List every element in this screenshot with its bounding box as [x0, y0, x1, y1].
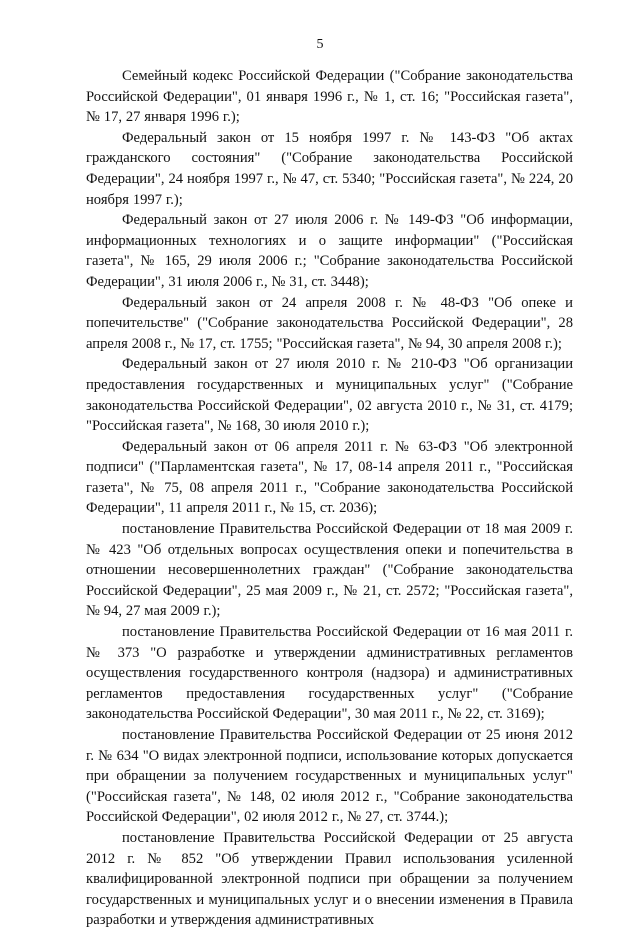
- paragraph-law-149: Федеральный закон от 27 июля 2006 г. № 149-ФЗ "Об информации, информационных технологиях и о защите информации" ("Российская газета", № 165, 29 июля 2006 г.; "Собрание законодательства Российской Федерации", 31 июля 2006 г., № 31, ст. 3448);: [86, 212, 573, 290]
- page-number: 5: [316, 37, 324, 52]
- paragraph-law-143: Федеральный закон от 15 ноября 1997 г. № 143-ФЗ "Об актах гражданского состояния" ("Собрание законодательства Российской Федерации", 24 ноября 1997 г., № 47, ст. 5340; "Российская газета", № 224, 20 ноября 1997 г.);: [86, 129, 573, 208]
- paragraph-resolution-852: постановление Правительства Российской Федерации от 25 августа 2012 г. № 852 "Об утверждении Правил использования усиленной квалифицированной электронной подписи при обращении за получением государственных и муниципальных услуг и о внесении изменения в Правила разработки и утверждения административных: [86, 829, 573, 929]
- paragraph-law-48: Федеральный закон от 24 апреля 2008 г. № 48-ФЗ "Об опеке и попечительстве" ("Собрание законодательства Российской Федерации", 28 апреля 2008 г., № 17, ст. 1755; "Российская газета", № 94, 30 апреля 2008 г.);: [86, 294, 573, 352]
- paragraph-resolution-373: постановление Правительства Российской Федерации от 16 мая 2011 г. № 373 "О разработке и утверждении административных регламентов осуществления государственного контроля (надзора) и административных регламентов предоставления государственных услуг" ("Собрание законодательства Российской Федерации", 30 мая 2011 г., № 22, ст. 3169);: [86, 624, 573, 723]
- paragraph-resolution-423: постановление Правительства Российской Федерации от 18 мая 2009 г. № 423 "Об отдельных вопросах осуществления опеки и попечительства в отношении несовершеннолетних граждан" ("Собрание законодательства Российской Федерации", 25 мая 2009 г., № 21, ст. 2572; "Российская газета", № 94, 27 мая 2009 г.);: [86, 521, 573, 620]
- document-body: [86, 66, 573, 931]
- paragraph-law-210: Федеральный закон от 27 июля 2010 г. № 210-ФЗ "Об организации предоставления государственных и муниципальных услуг" ("Собрание законодательства Российской Федерации", 02 августа 2010 г., № 31, ст. 4179; "Российская газета", № 168, 30 июля 2010 г.);: [86, 356, 573, 435]
- paragraph-resolution-634: постановление Правительства Российской Федерации от 25 июня 2012 г. № 634 "О видах электронной подписи, использование которых допускается при обращении за получением государственных и муниципальных услуг" ("Российская газета", № 148, 02 июля 2012 г., "Собрание законодательства Российской Федерации", 02 июля 2012 г., № 27, ст. 3744.);: [86, 727, 573, 826]
- paragraph-family-code: Семейный кодекс Российской Федерации ("Собрание законодательства Российской Федерации", 01 января 1996 г., № 1, ст. 16; "Российская газета", № 17, 27 января 1996 г.);: [86, 68, 573, 126]
- paragraph-law-63: Федеральный закон от 06 апреля 2011 г. № 63-ФЗ "Об электронной подписи" ("Парламентская газета", № 17, 08-14 апреля 2011 г., "Российская газета", № 75, 08 апреля 2011 г., "Собрание законодательства Российской Федерации", 11 апреля 2011 г., № 15, ст. 2036);: [86, 438, 573, 517]
